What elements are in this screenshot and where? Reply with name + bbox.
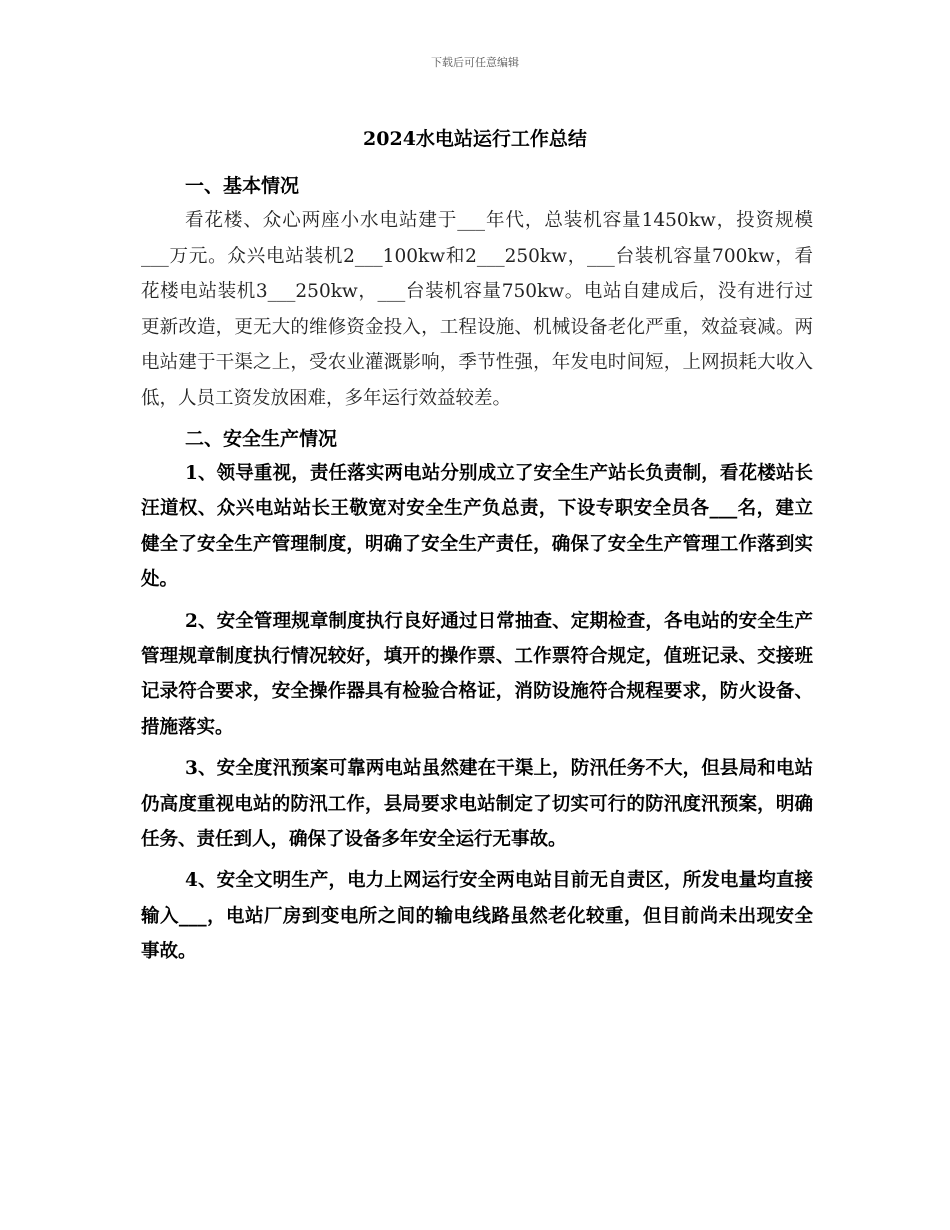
safety-item-3: 3、安全度汛预案可靠两电站虽然建在干渠上，防汛任务不大，但县局和电站仍高度重视电站的防汛工作，县局要求电站制定了切实可行的防汛度汛预案，明确任务、责任到人，确保了设备多年安全运行无事故。 <box>141 758 813 851</box>
safety-item-4: 4、安全文明生产，电力上网运行安全两电站目前无自责区，所发电量均直接输入___，电站厂房到变电所之间的输电线路虽然老化较重，但目前尚未出现安全事故。 <box>141 870 813 963</box>
section-heading-basic-situation: 一、基本情况 <box>185 175 300 197</box>
header-watermark: 下载后可任意编辑 <box>431 56 519 69</box>
safety-item-2: 2、安全管理规章制度执行良好通过日常抽查、定期检查，各电站的安全生产管理规章制度执行情况较好，填开的操作票、工作票符合规定，值班记录、交接班记录符合要求，安全操作器具有检验合格证，消防设施符合规程要求，防火设备、措施落实。 <box>141 610 813 738</box>
document-title: 2024水电站运行工作总结 <box>363 128 587 150</box>
document-body <box>141 170 813 970</box>
section-paragraph-basic-situation: 看花楼、众心两座小水电站建于___年代，总装机容量1450kw，投资规模___万元。众兴电站装机2___100kw和2___250kw，___台装机容量700kw，看花楼电站装机3___250kw，___台装机容量750kw。电站自建成后，没有进行过更新改造，更无大的维修资金投入，工程设施、机械设备老化严重，效益衰减。两电站建于干渠之上，受农业灌溉影响，季节性强，年发电时间短，上网损耗大收入低，人员工资发放困难，多年运行效益较差。 <box>141 210 813 409</box>
section-heading-safety-production: 二、安全生产情况 <box>185 428 338 450</box>
safety-item-1: 1、领导重视，责任落实两电站分别成立了安全生产站长负责制，看花楼站长汪道权、众兴电站站长王敬宽对安全生产负总责，下设专职安全员各___名，建立健全了安全生产管理制度，明确了安全生产责任，确保了安全生产管理工作落到实处。 <box>141 463 813 591</box>
